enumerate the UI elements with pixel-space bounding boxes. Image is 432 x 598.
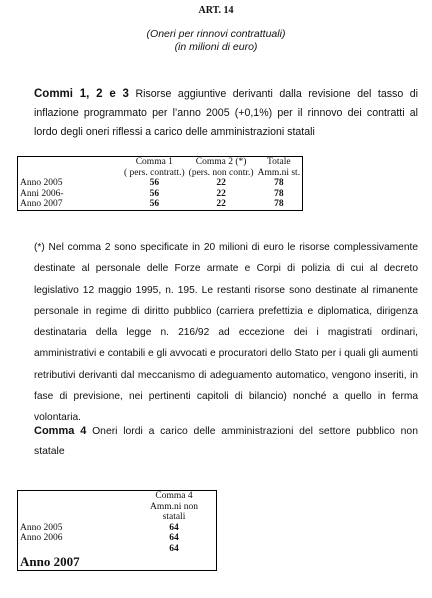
cell-comma1: 56 (149, 178, 160, 188)
table-row (18, 189, 303, 200)
table-row (18, 554, 217, 570)
footnote-paragraph: (*) Nel comma 2 sono specificate in 20 milioni di euro le risorse complessivamente destinate al personale delle Forze armate e Corpi di polizia di cui al decreto legislativo 12 maggio 1995, n. 195. Le restanti risorse sono destinate al rimanente personale in regime di diritto pubblico (carriera prefettizia e diplomatica, dirigenza destinataria della legge n. 216/92 ad eccezione dei i magistrati ordinari, amministrativi e contabili e gli avvocati e procuratori dello Stato per i quali gli aumenti retributivi derivanti dal meccanismo di adeguamento automatico, vengono inseriti, in fase di previsione, nei pertinenti capitoli di bilancio) nonché a quello in ferma volontaria. (34, 242, 418, 424)
header-comma4: Comma 4 (132, 491, 217, 502)
table-header-row-2 (18, 168, 303, 179)
subtitle-units: (in milioni di euro) (174, 41, 258, 53)
subtitle-charges: (Oneri per rinnovi contrattuali) (146, 28, 286, 40)
header-amm-non: Amm.ni non (132, 502, 217, 513)
cell-total: 78 (256, 199, 303, 210)
intro-paragraph (34, 85, 418, 142)
comma4-table (17, 490, 217, 571)
cell-value: 64 (132, 544, 217, 555)
cell-comma1: 56 (122, 199, 187, 210)
header-comma1: Comma 1 (122, 157, 187, 168)
row-label: Anno 2005 (18, 523, 133, 534)
cell-comma2: 22 (216, 188, 226, 199)
article-title: ART. 14 (198, 5, 234, 16)
comma4-label: Comma 4 (34, 425, 87, 437)
row-label: Anno 2006 (18, 533, 133, 544)
header-comma2: Comma 2 (*) (187, 157, 256, 168)
table-row (18, 523, 217, 534)
intro-text: Risorse aggiuntive derivanti dalla revisione del tasso di inflazione programmato per l’anno 2005 (+0,1%) per il rinnovo dei contratti al lordo degli oneri riflessi a carico delle amministrazioni statali (34, 88, 418, 138)
table-header-row (18, 512, 217, 523)
row-label: Anni 2006- (18, 189, 123, 200)
table-row (18, 533, 217, 544)
table-row (18, 199, 303, 210)
intro-label: Commi 1, 2 e 3 (34, 88, 129, 100)
comma4-paragraph (34, 421, 418, 462)
footer-label: Anno 2007 (18, 554, 133, 570)
row-label (18, 544, 133, 555)
cell-comma2: 22 (187, 199, 256, 210)
resources-table (17, 156, 303, 211)
header-comma1-sub: ( pers. contratt.) (124, 167, 185, 178)
cell-value: 64 (132, 523, 217, 534)
header-comma2-sub: (pers. non contr.) (188, 167, 254, 178)
header-total: Totale (256, 157, 303, 168)
table-row (18, 544, 217, 555)
cell-comma1: 56 (149, 188, 160, 199)
comma4-text: Oneri lordi a carico delle amministrazioni del settore pubblico non statale (34, 426, 418, 457)
cell-comma2: 22 (216, 178, 226, 188)
table-header-row (18, 502, 217, 513)
cell-total: 78 (256, 178, 303, 189)
header-statali: statali (132, 512, 217, 523)
cell-total: 78 (256, 189, 303, 200)
row-label: Anno 2007 (18, 199, 123, 210)
row-label: Anno 2005 (18, 178, 123, 189)
header-total-sub: Amm.ni st. (256, 168, 303, 179)
cell-value: 64 (132, 533, 217, 544)
table-row (18, 178, 303, 189)
table-header-row (18, 491, 217, 502)
table-header-row-1 (18, 157, 303, 168)
